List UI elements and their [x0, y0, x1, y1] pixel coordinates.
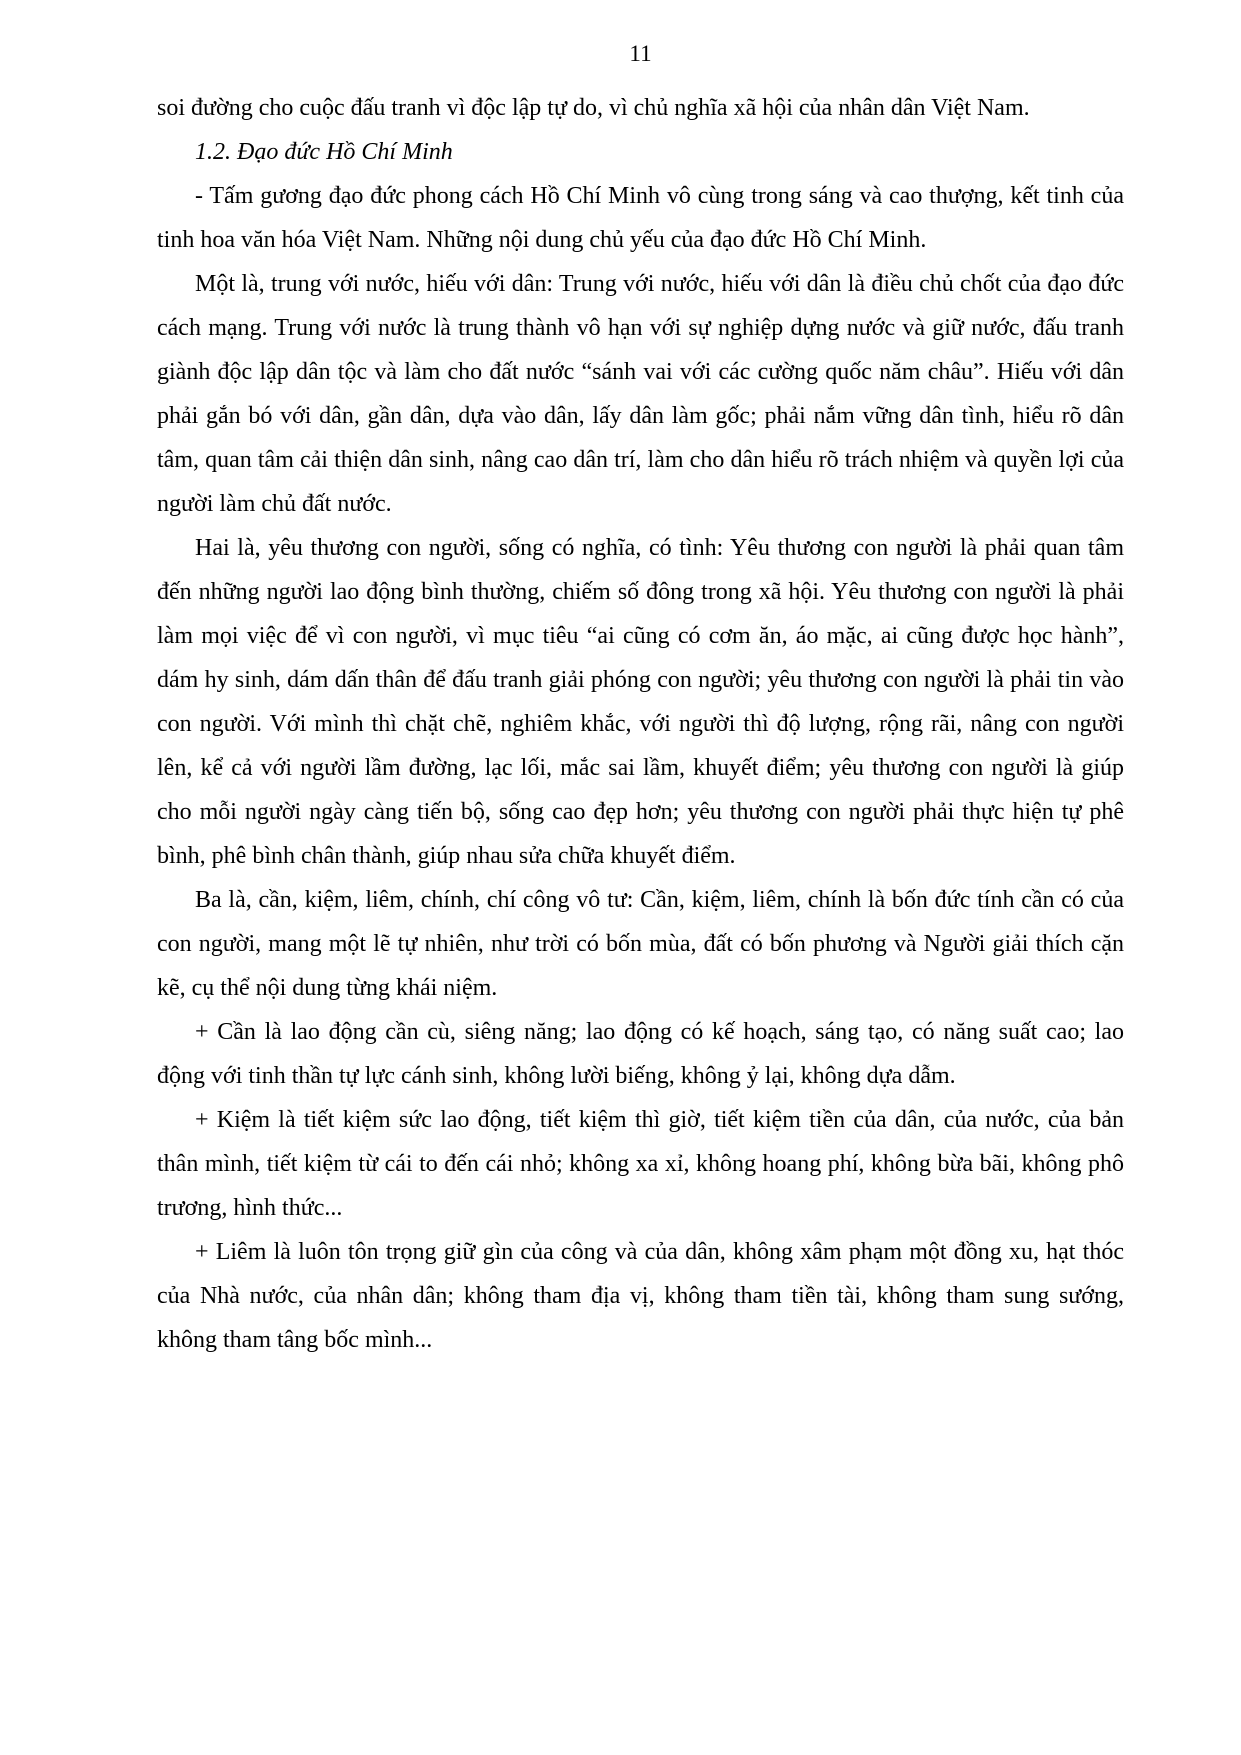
section-heading: 1.2. Đạo đức Hồ Chí Minh [195, 139, 453, 165]
paragraph: + Kiệm là tiết kiệm sức lao động, tiết kiệm thì giờ, tiết kiệm tiền của dân, của nước, của bản thân mình, tiết kiệm từ cái to đến cái nhỏ; không xa xỉ, không hoang phí, không bừa bãi, không phô trương, hình thức... [157, 1107, 1124, 1221]
document-body [157, 86, 1124, 1362]
paragraph: - Tấm gương đạo đức phong cách Hồ Chí Minh vô cùng trong sáng và cao thượng, kết tinh của tinh hoa văn hóa Việt Nam. Những nội dung chủ yếu của đạo đức Hồ Chí Minh. [157, 183, 1124, 253]
paragraph: Một là, trung với nước, hiếu với dân: Trung với nước, hiếu với dân là điều chủ chốt của đạo đức cách mạng. Trung với nước là trung thành vô hạn với sự nghiệp dựng nước và giữ nước, đấu tranh giành độc lập dân tộc và làm cho đất nước “sánh vai với các cường quốc năm châu”. Hiếu với dân phải gắn bó với dân, gần dân, dựa vào dân, lấy dân làm gốc; phải nắm vững dân tình, hiểu rõ dân tâm, quan tâm cải thiện dân sinh, nâng cao dân trí, làm cho dân hiểu rõ trách nhiệm và quyền lợi của người làm chủ đất nước. [157, 271, 1124, 517]
page-number: 11 [629, 41, 652, 66]
paragraph: Hai là, yêu thương con người, sống có nghĩa, có tình: Yêu thương con người là phải quan tâm đến những người lao động bình thường, chiếm số đông trong xã hội. Yêu thương con người là phải làm mọi việc để vì con người, vì mục tiêu “ai cũng có cơm ăn, áo mặc, ai cũng được học hành”, dám hy sinh, dám dấn thân để đấu tranh giải phóng con người; yêu thương con người là phải tin vào con người. Với mình thì chặt chẽ, nghiêm khắc, với người thì độ lượng, rộng rãi, nâng con người lên, kể cả với người lầm đường, lạc lối, mắc sai lầm, khuyết điểm; yêu thương con người là giúp cho mỗi người ngày càng tiến bộ, sống cao đẹp hơn; yêu thương con người phải thực hiện tự phê bình, phê bình chân thành, giúp nhau sửa chữa khuyết điểm. [157, 535, 1124, 869]
paragraph: + Liêm là luôn tôn trọng giữ gìn của công và của dân, không xâm phạm một đồng xu, hạt thóc của Nhà nước, của nhân dân; không tham địa vị, không tham tiền tài, không tham sung sướng, không tham tâng bốc mình... [157, 1239, 1124, 1353]
paragraph-continuation: soi đường cho cuộc đấu tranh vì độc lập tự do, vì chủ nghĩa xã hội của nhân dân Việt Nam. [157, 95, 1030, 121]
paragraph: + Cần là lao động cần cù, siêng năng; lao động có kế hoạch, sáng tạo, có năng suất cao; lao động với tinh thần tự lực cánh sinh, không lười biếng, không ỷ lại, không dựa dẫm. [157, 1019, 1124, 1089]
paragraph: Ba là, cần, kiệm, liêm, chính, chí công vô tư: Cần, kiệm, liêm, chính là bốn đức tính cần có của con người, mang một lẽ tự nhiên, như trời có bốn mùa, đất có bốn phương và Người giải thích cặn kẽ, cụ thể nội dung từng khái niệm. [157, 887, 1124, 1001]
